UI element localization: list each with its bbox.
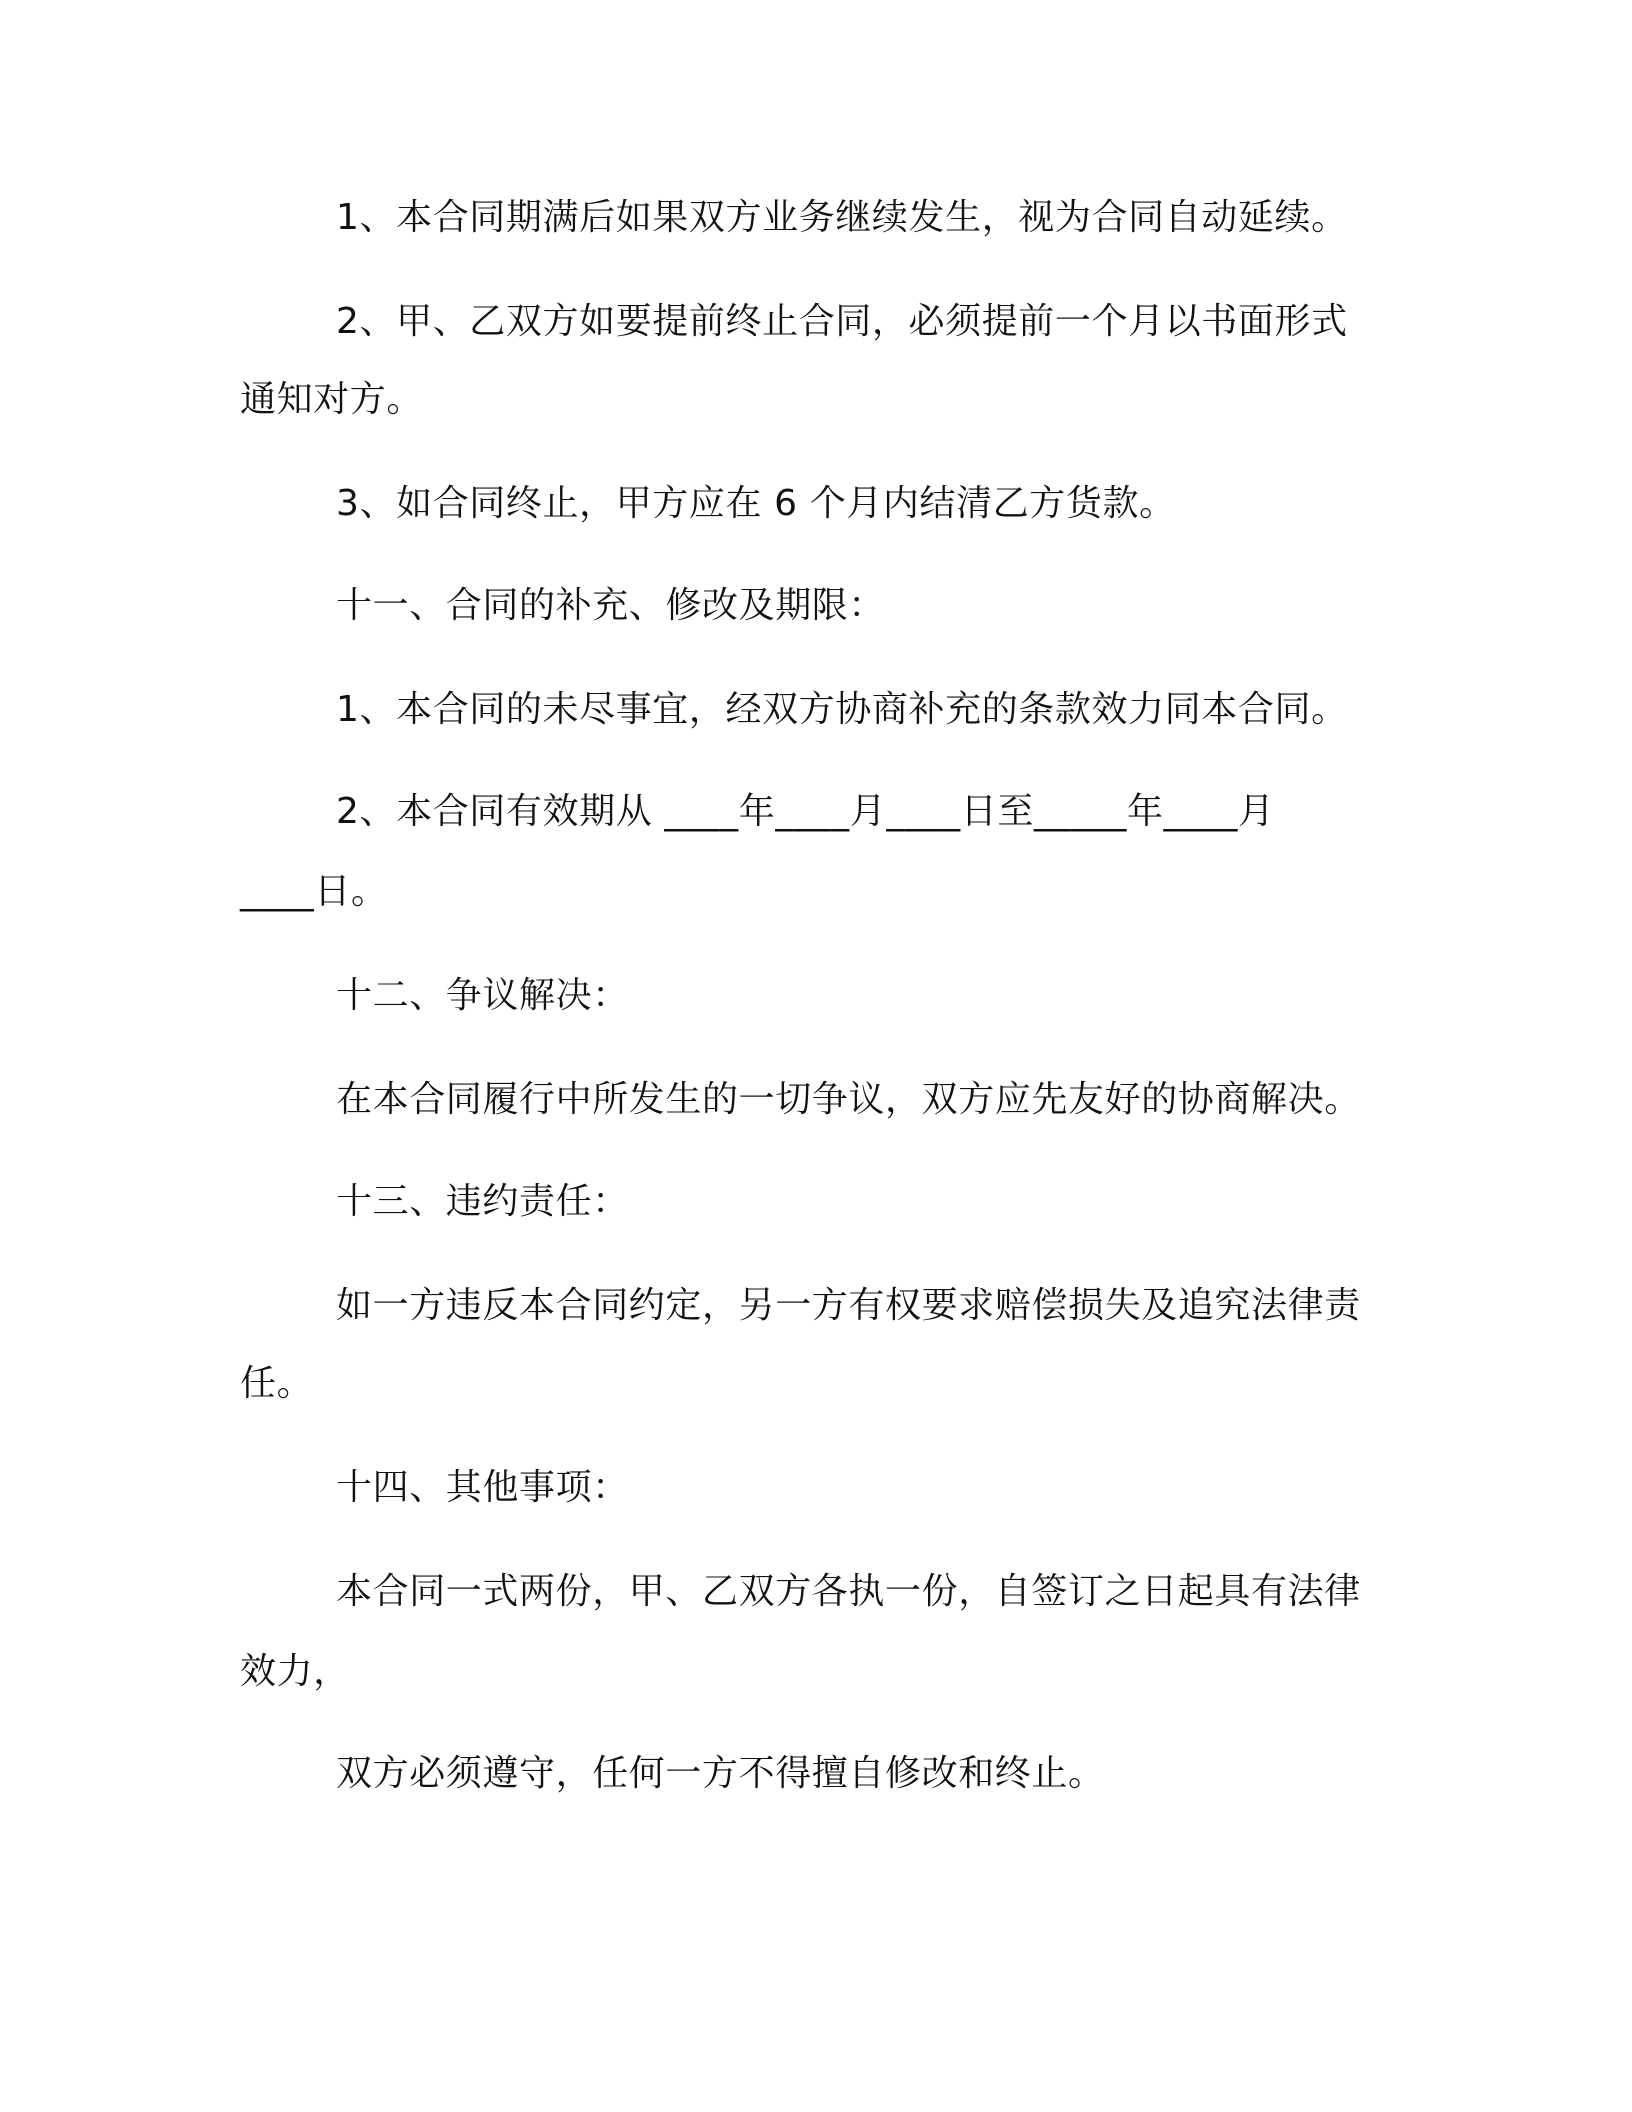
clause-11-item-2: 2、本合同有效期从 ____年____月____日至_____年____月 <box>336 791 1275 832</box>
clause-10-item-2-cont: 通知对方。 <box>240 379 424 420</box>
section-14-heading: 十四、其他事项： <box>336 1467 629 1508</box>
section-11-heading: 十一、合同的补充、修改及期限： <box>336 585 886 626</box>
clause-10-item-2: 2、甲、乙双方如要提前终止合同，必须提前一个月以书面形式 <box>336 301 1348 342</box>
section-12-heading: 十二、争议解决： <box>336 975 629 1016</box>
clause-11-item-2-cont: ____日。 <box>240 871 388 912</box>
clause-10-item-1: 1、本合同期满后如果双方业务继续发生，视为合同自动延续。 <box>336 197 1348 238</box>
clause-14-text-cont: 效力， <box>240 1651 350 1692</box>
clause-13-text: 如一方违反本合同约定，另一方有权要求赔偿损失及追究法律责 <box>336 1285 1361 1326</box>
clause-14-text-2: 双方必须遵守，任何一方不得擅自修改和终止。 <box>336 1753 1105 1794</box>
clause-10-item-3: 3、如合同终止，甲方应在 6 个月内结清乙方货款。 <box>336 483 1176 524</box>
clause-13-text-cont: 任。 <box>240 1363 314 1404</box>
clause-11-item-1: 1、本合同的未尽事宜，经双方协商补充的条款效力同本合同。 <box>336 689 1348 730</box>
clause-12-text: 在本合同履行中所发生的一切争议，双方应先友好的协商解决。 <box>336 1079 1361 1120</box>
clause-14-text: 本合同一式两份，甲、乙双方各执一份，自签订之日起具有法律 <box>336 1571 1361 1612</box>
section-13-heading: 十三、违约责任： <box>336 1181 629 1222</box>
